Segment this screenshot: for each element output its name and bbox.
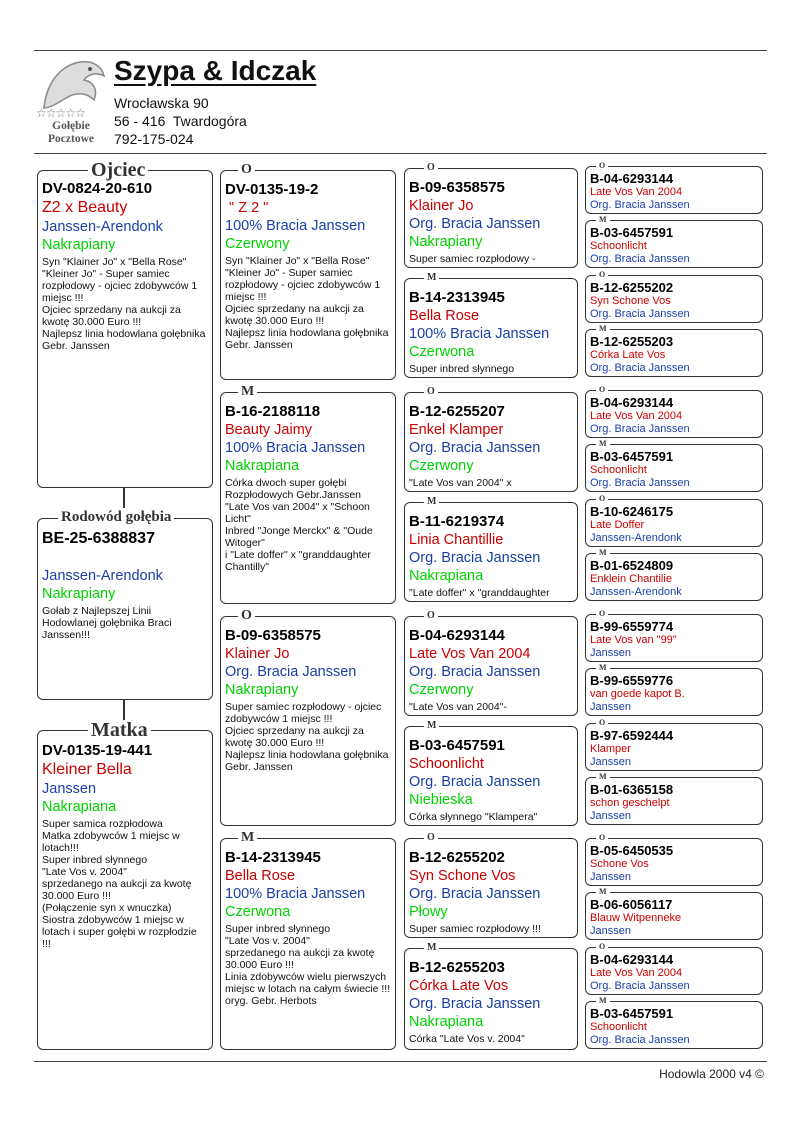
gen4-card[interactable] [585, 444, 763, 492]
pigeon-note: Syn "Klainer Jo" x "Bella Rose" "Kleiner Jo" - Super samiec rozpłodowy - ojciec zdobywców 1 miejsc !!! Ojciec sprzedany na aukcji za kwotę 30.000 Euro !!! Najlepsz linia hodowlana gołębnika Gebr. Janssen [42, 256, 206, 352]
pigeon-name: Late Vos Van 2004 [590, 186, 683, 198]
sex-label-m: M [596, 325, 610, 333]
pedigree-label: Rodowód gołębia [58, 510, 174, 525]
pigeon-note: Super inbred słynnego "Late Vos v. 2004" sprzedanego na aukcji za kwotę 30.000 Euro !!! Linia zdobywców wielu pierwszych miejsc w lotach na całym świecie !!! oryg. Gebr. Herbots [225, 923, 391, 1007]
pigeon-name [42, 549, 208, 567]
sex-label-o: O [238, 609, 255, 623]
pigeon-name: Schoonlicht [409, 756, 484, 772]
pigeon-color: Czerwony [409, 458, 474, 474]
sex-label-m: M [596, 549, 610, 557]
pigeon-breed: Janssen [590, 647, 631, 659]
gen3-card[interactable] [404, 838, 578, 938]
gen4-card[interactable] [585, 499, 763, 547]
pigeon-name: Enklein Chantilie [590, 573, 672, 585]
ring-number: B-09-6358575 [225, 627, 321, 644]
gen4-card[interactable] [585, 1001, 763, 1049]
pigeon-name: Enkel Klamper [409, 422, 504, 438]
pigeon-note: Super samiec rozpłodowy - ojciec zdobywców 1 miejsc !!! Ojciec sprzedany na aukcji za kwotę 30.000 Euro !!! Najlepsz linia hodowlana gołębnika Gebr. Janssen [225, 701, 389, 773]
pigeon-name: Schoonlicht [590, 1021, 647, 1033]
gen4-card[interactable] [585, 614, 763, 662]
pigeon-breed: Janssen-Arendonk [42, 568, 163, 584]
pigeon-name: Syn Schone Vos [409, 868, 516, 884]
logo-text: Gołębie Pocztowe [48, 120, 94, 145]
pigeon-color: Nakrapiany [42, 586, 116, 602]
pigeon-name: Schone Vos [590, 858, 649, 870]
pigeon-name: Blauw Witpenneke [590, 912, 682, 924]
pigeon-note: "Late doffer" x "granddaughter [409, 587, 550, 599]
pigeon-breed: 100% Bracia Janssen [225, 886, 366, 902]
gen3-card[interactable] [404, 616, 578, 716]
pigeon-breed: Org. Bracia Janssen [590, 477, 690, 489]
father-card[interactable] [37, 170, 213, 488]
ring-number: B-03-6457591 [590, 225, 674, 240]
pigeon-name: schon geschelpt [590, 797, 670, 809]
gen3-card[interactable] [404, 948, 578, 1050]
pigeon-breed: Janssen-Arendonk [590, 532, 682, 544]
pigeon-color: Nakrapiana [42, 799, 117, 815]
ring-number: B-14-2313945 [225, 849, 321, 866]
pigeon-color: Nakrapiana [409, 1014, 484, 1030]
gen2-card[interactable] [220, 616, 396, 826]
pigeon-name: Late Vos Van 2004 [590, 410, 683, 422]
pigeon-name: Late Vos van "99" [590, 634, 677, 646]
ring-number: B-99-6559776 [590, 673, 674, 688]
ring-number: DV-0135-19-2 [225, 181, 319, 198]
pigeon-breed: Janssen [590, 925, 631, 937]
gen4-card[interactable] [585, 166, 763, 214]
ring-number: B-14-2313945 [409, 289, 505, 306]
pigeon-note: "Late Vos van 2004"- [409, 701, 507, 713]
pigeon-color: Nakrapiana [409, 568, 484, 584]
logo-stars: ☆☆☆☆☆ [36, 106, 85, 120]
ring-number: B-12-6255203 [590, 334, 674, 349]
ring-number: B-04-6293144 [590, 395, 674, 410]
pigeon-name: Schoonlicht [590, 464, 647, 476]
pigeon-name: Bella Rose [409, 308, 480, 324]
pigeon-name: Bella Rose [225, 868, 296, 884]
pigeon-breed: Org. Bracia Janssen [409, 550, 541, 566]
ring-number: B-04-6293144 [590, 952, 674, 967]
pigeon-color: Nakrapiana [225, 458, 300, 474]
gen4-card[interactable] [585, 838, 763, 886]
ring-number: B-03-6457591 [409, 737, 505, 754]
gen4-card[interactable] [585, 892, 763, 940]
sex-label-m: M [596, 997, 610, 1005]
gen4-card[interactable] [585, 668, 763, 716]
sex-label-o: O [596, 610, 608, 618]
sex-label-o: O [596, 719, 608, 727]
ring-number: DV-0135-19-441 [42, 742, 153, 759]
sex-label-m: M [424, 497, 439, 507]
sex-label-m: M [424, 943, 439, 953]
pigeon-color: Niebieska [409, 792, 473, 808]
ring-number: B-03-6457591 [590, 449, 674, 464]
pigeon-breed: Org. Bracia Janssen [590, 980, 690, 992]
ring-number: B-12-6255203 [409, 959, 505, 976]
pigeon-breed: Janssen [42, 781, 97, 797]
ring-number: B-12-6255202 [409, 849, 505, 866]
footer-credit: Hodowla 2000 v4 © [659, 1067, 764, 1081]
ring-number: DV-0824-20-610 [42, 180, 153, 197]
sex-label-o: O [596, 386, 608, 394]
pigeon-name: " Z 2 " [225, 200, 269, 216]
ring-number: B-04-6293144 [409, 627, 505, 644]
gen4-card[interactable] [585, 275, 763, 323]
ring-number: B-01-6524809 [590, 558, 674, 573]
sex-label-o: O [596, 271, 608, 279]
pigeon-note: Córka "Late Vos v. 2004" [409, 1033, 525, 1045]
footer-rule [34, 1061, 767, 1062]
pigeon-breed: Org. Bracia Janssen [409, 886, 541, 902]
ring-number: B-03-6457591 [590, 1006, 674, 1021]
pigeon-breed: Org. Bracia Janssen [590, 253, 690, 265]
ring-number: B-12-6255202 [590, 280, 674, 295]
ring-number: B-04-6293144 [590, 171, 674, 186]
pigeon-name: Klainer Jo [409, 198, 474, 214]
pigeon-name: van goede kapot B. [590, 688, 685, 700]
pigeon-color: Czerwony [409, 682, 474, 698]
pigeon-name: Córka Late Vos [409, 978, 509, 994]
gen4-card[interactable] [585, 553, 763, 601]
ring-number: B-09-6358575 [409, 179, 505, 196]
pigeon-breed: Org. Bracia Janssen [409, 996, 541, 1012]
pigeon-note: Córka słynnego "Klampera" [409, 811, 538, 823]
mother-label: Matka [88, 720, 151, 740]
sex-label-m: M [424, 273, 439, 283]
sex-label-o: O [596, 162, 608, 170]
sex-label-o: O [424, 163, 438, 173]
pigeon-breed: Janssen-Arendonk [590, 586, 682, 598]
gen4-card[interactable] [585, 777, 763, 825]
sex-label-m: M [596, 216, 610, 224]
ring-number: B-99-6559774 [590, 619, 674, 634]
pigeon-breed: 100% Bracia Janssen [225, 218, 366, 234]
gen2-card[interactable] [220, 838, 396, 1050]
pigeon-breed: Org. Bracia Janssen [409, 216, 541, 232]
pigeon-breed: Janssen [590, 871, 631, 883]
ring-number: B-01-6365158 [590, 782, 674, 797]
sex-label-m: M [424, 721, 439, 731]
gen3-card[interactable] [404, 392, 578, 492]
gen2-card[interactable] [220, 170, 396, 380]
pigeon-breed: Janssen [590, 756, 631, 768]
pigeon-note: Córka dwoch super gołębi Rozpłodowych Gebr.Janssen "Late Vos van 2004" x "Schoon Licht" Inbred "Jonge Merckx" & "Oude Witoger" i "Late doffer" x "granddaughter Chantilly" [225, 477, 373, 573]
sex-label-o: O [596, 495, 608, 503]
sex-label-o: O [238, 163, 255, 177]
pigeon-name: Schoonlicht [590, 240, 647, 252]
pigeon-breed: Org. Bracia Janssen [225, 664, 357, 680]
father-connector [123, 488, 125, 508]
breeder-street: Wrocławska 90 [114, 95, 209, 111]
breeder-phone: 792-175-024 [114, 131, 194, 147]
pigeon-logo [36, 56, 108, 148]
pigeon-name: Late Vos Van 2004 [409, 646, 531, 662]
pigeon-note: Super samica rozpłodowa Matka zdobywców 1 miejsc w lotach!!! Super inbred słynnego "Late Vos v. 2004" sprzedanego na aukcji za kwotę 30.000 Euro !!! (Połączenie syn x wnuczka) Siostra zdobywców 1 miejsc w lotach i super gołębi w rozpłodzie !!! [42, 818, 197, 950]
pigeon-name: Kleiner Bella [42, 761, 132, 778]
breeder-city: 56 - 416 Twardogóra [114, 113, 247, 129]
gen4-card[interactable] [585, 947, 763, 995]
pigeon-breed: Janssen [590, 701, 631, 713]
pigeon-name: Z2 x Beauty [42, 199, 128, 216]
pigeon-breed: Org. Bracia Janssen [590, 1034, 690, 1046]
gen4-card[interactable] [585, 390, 763, 438]
pigeon-breed: Org. Bracia Janssen [590, 423, 690, 435]
pigeon-breed: Org. Bracia Janssen [590, 199, 690, 211]
ring-number: B-06-6056117 [590, 897, 673, 912]
pigeon-color: Nakrapiany [42, 237, 116, 253]
pigeon-breed: Org. Bracia Janssen [590, 308, 690, 320]
subject-card[interactable] [37, 518, 213, 700]
header-rule [34, 153, 767, 154]
sex-label-m: M [596, 888, 610, 896]
sex-label-m: M [238, 385, 257, 399]
gen4-card[interactable] [585, 220, 763, 268]
pigeon-name: Linia Chantillie [409, 532, 504, 548]
top-rule [34, 50, 767, 51]
mother-card[interactable] [37, 730, 213, 1050]
sex-label-m: M [238, 831, 257, 845]
pigeon-breed: Org. Bracia Janssen [409, 664, 541, 680]
pigeon-breed: Org. Bracia Janssen [409, 440, 541, 456]
ring-number: B-16-2188118 [225, 403, 321, 420]
ring-number: B-10-6246175 [590, 504, 674, 519]
sex-label-m: M [596, 664, 610, 672]
pigeon-color: Nakrapiany [409, 234, 483, 250]
pigeon-color: Czerwony [225, 236, 290, 252]
pigeon-breed: Janssen-Arendonk [42, 219, 163, 235]
pigeon-name: Beauty Jaimy [225, 422, 313, 438]
sex-label-o: O [596, 834, 608, 842]
pigeon-breed: 100% Bracia Janssen [409, 326, 550, 342]
gen4-card[interactable] [585, 723, 763, 771]
pigeon-note: Syn "Klainer Jo" x "Bella Rose" "Kleiner Jo" - Super samiec rozpłodowy - ojciec zdobywców 1 miejsc !!! Ojciec sprzedany na aukcji za kwotę 30.000 Euro !!! Najlepsz linia hodowlana gołębnika Gebr. Janssen [225, 255, 389, 351]
pigeon-note: Super samiec rozpłodowy - [409, 253, 536, 265]
pigeon-breed: 100% Bracia Janssen [225, 440, 366, 456]
pigeon-note: Super samiec rozpłodowy !!! [409, 923, 541, 935]
pigeon-note: "Late Vos van 2004" x [409, 477, 512, 489]
pigeon-name: Klamper [590, 743, 631, 755]
pigeon-color: Płowy [409, 904, 448, 920]
sex-label-m: M [596, 773, 610, 781]
pigeon-color: Czerwona [409, 344, 475, 360]
sex-label-m: M [596, 440, 610, 448]
gen2-card[interactable] [220, 392, 396, 604]
father-label: Ojciec [88, 160, 148, 180]
gen3-card[interactable] [404, 168, 578, 268]
pigeon-name: Syn Schone Vos [590, 295, 671, 307]
gen3-card[interactable] [404, 502, 578, 602]
gen4-card[interactable] [585, 329, 763, 377]
sex-label-o: O [596, 943, 608, 951]
pigeon-breed: Janssen [590, 810, 631, 822]
pigeon-name: Late Doffer [590, 519, 645, 531]
pigeon-breed: Org. Bracia Janssen [590, 362, 690, 374]
breeder-name: Szypa & Idczak [114, 55, 317, 86]
gen3-card[interactable] [404, 726, 578, 826]
pigeon-breed: Org. Bracia Janssen [409, 774, 541, 790]
ring-number: B-97-6592444 [590, 728, 674, 743]
ring-number: B-05-6450535 [590, 843, 674, 858]
pigeon-name: Córka Late Vos [590, 349, 666, 361]
ring-number: B-11-6219374 [409, 513, 505, 530]
pigeon-color: Czerwona [225, 904, 291, 920]
gen3-card[interactable] [404, 278, 578, 378]
pigeon-name: Late Vos Van 2004 [590, 967, 683, 979]
sex-label-o: O [424, 833, 438, 843]
sex-label-o: O [424, 387, 438, 397]
ring-number: B-12-6255207 [409, 403, 505, 420]
pigeon-note: Super inbred słynnego [409, 363, 515, 375]
sex-label-o: O [424, 611, 438, 621]
ring-number: BE-25-6388837 [42, 530, 155, 547]
pigeon-note: Gołab z Najlepszej Linii Hodowlanej gołębnika Braci Janssen!!! [42, 605, 172, 641]
pigeon-name: Klainer Jo [225, 646, 290, 662]
pigeon-color: Nakrapiany [225, 682, 299, 698]
